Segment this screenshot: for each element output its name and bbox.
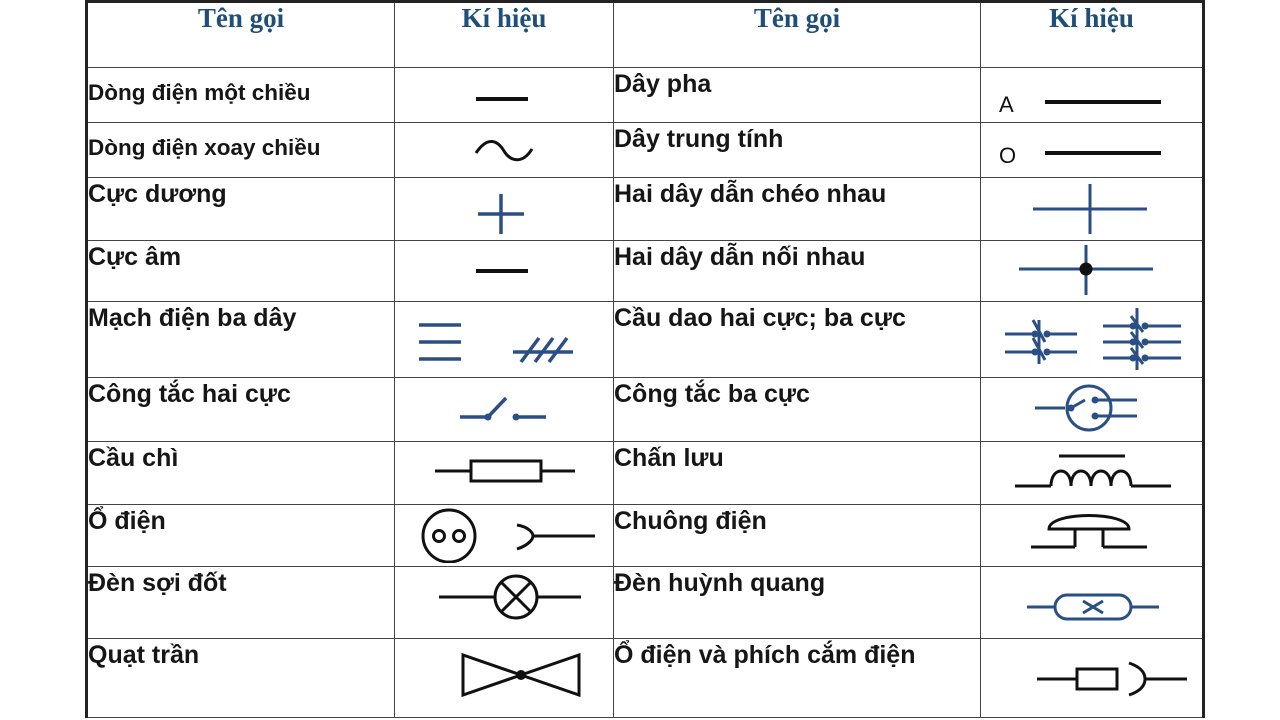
ballast-icon: [987, 442, 1197, 500]
three-pole-switch-icon: [987, 378, 1197, 438]
name-two-pole-switch: Công tắc hai cực: [87, 378, 395, 442]
name-joined-wires: Hai dây dẫn nối nhau: [614, 241, 981, 302]
name-neutral-wire: Dây trung tính: [614, 123, 981, 178]
header-symbol-right: Kí hiệu: [981, 2, 1204, 68]
name-fluorescent-lamp: Đèn huỳnh quang: [614, 567, 981, 639]
symbol-three-wire-circuit: [395, 302, 614, 378]
table-row: [87, 68, 1204, 123]
symbol-fluorescent-lamp: [981, 567, 1204, 639]
symbol-incandescent-lamp: [395, 567, 614, 639]
outlet-plug-icon: [987, 639, 1197, 711]
name-outlet: Ổ điện: [87, 505, 395, 567]
symbol-ac-current: [395, 123, 614, 178]
symbol-outlet-and-plug: [981, 639, 1204, 718]
symbol-joined-wires: [981, 241, 1204, 302]
neutral-wire-icon: [987, 123, 1197, 173]
two-pole-switch-icon: [404, 378, 604, 438]
table-row: [87, 567, 1204, 639]
name-incandescent-lamp: Đèn sợi đốt: [87, 567, 395, 639]
name-ac-current: Dòng điện xoay chiều: [87, 123, 395, 178]
table-row: [87, 639, 1204, 718]
symbol-two-pole-switch: [395, 378, 614, 442]
table-row: [87, 178, 1204, 241]
header-name-right: Tên gọi: [614, 2, 981, 68]
plus-icon: [404, 178, 604, 236]
table-row: [87, 302, 1204, 378]
symbol-negative-pole: [395, 241, 614, 302]
phase-letter: A: [998, 92, 1014, 117]
symbol-phase-wire: [981, 68, 1204, 123]
neutral-letter: O: [998, 143, 1016, 168]
table-row: [87, 378, 1204, 442]
name-dc-current: Dòng điện một chiều: [87, 68, 395, 123]
header-row: [87, 2, 1204, 68]
name-positive-pole: Cực dương: [87, 178, 395, 241]
name-fuse: Cầu chì: [87, 442, 395, 505]
name-three-pole-switch: Công tắc ba cực: [614, 378, 981, 442]
name-phase-wire: Dây pha: [614, 68, 981, 123]
dc-current-icon: [404, 68, 604, 118]
table-row: [87, 241, 1204, 302]
table-row: [87, 505, 1204, 567]
name-electric-bell: Chuông điện: [614, 505, 981, 567]
joined-wires-icon: [987, 241, 1197, 297]
name-crossing-wires: Hai dây dẫn chéo nhau: [614, 178, 981, 241]
symbol-electric-bell: [981, 505, 1204, 567]
header-name-left: Tên gọi: [87, 2, 395, 68]
symbol-crossing-wires: [981, 178, 1204, 241]
name-ballast: Chấn lưu: [614, 442, 981, 505]
symbol-outlet: [395, 505, 614, 567]
symbol-dc-current: [395, 68, 614, 123]
crossing-wires-icon: [987, 178, 1197, 236]
fluorescent-lamp-icon: [987, 567, 1197, 633]
three-wire-icon: [399, 302, 609, 374]
phase-wire-icon: [987, 68, 1197, 118]
bell-icon: [987, 505, 1197, 563]
ac-current-icon: [404, 123, 604, 173]
symbol-positive-pole: [395, 178, 614, 241]
knife-switch-icon: [987, 302, 1197, 374]
minus-icon: [404, 241, 604, 297]
symbol-neutral-wire: [981, 123, 1204, 178]
symbol-ballast: [981, 442, 1204, 505]
name-knife-switch: Cầu dao hai cực; ba cực: [614, 302, 981, 378]
header-symbol-left: Kí hiệu: [395, 2, 614, 68]
outlet-icon: [399, 505, 609, 563]
symbol-three-pole-switch: [981, 378, 1204, 442]
table-row: [87, 442, 1204, 505]
electrical-symbols-table: [85, 0, 1205, 718]
table-row: [87, 123, 1204, 178]
name-outlet-and-plug: Ổ điện và phích cắm điện: [614, 639, 981, 718]
symbol-table-sheet: [85, 0, 1202, 720]
symbol-ceiling-fan: [395, 639, 614, 718]
ceiling-fan-icon: [399, 639, 609, 711]
symbol-knife-switch: [981, 302, 1204, 378]
symbol-fuse: [395, 442, 614, 505]
fuse-icon: [399, 442, 609, 500]
name-ceiling-fan: Quạt trần: [87, 639, 395, 718]
name-negative-pole: Cực âm: [87, 241, 395, 302]
name-three-wire-circuit: Mạch điện ba dây: [87, 302, 395, 378]
incandescent-lamp-icon: [399, 567, 609, 633]
